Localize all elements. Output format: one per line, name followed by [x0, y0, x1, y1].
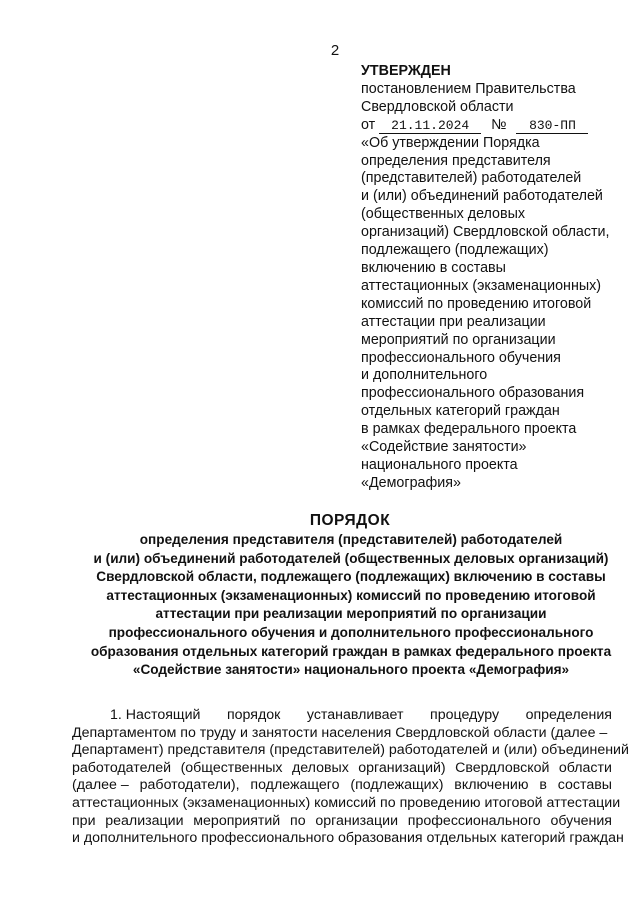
date-prefix: от: [361, 116, 376, 133]
approval-title-line: отдельных категорий граждан: [361, 403, 560, 420]
number-sign: №: [491, 116, 507, 133]
document-title: ПОРЯДОК: [309, 512, 391, 529]
approval-title-line: комиссий по проведению итоговой: [361, 295, 592, 312]
body-word: (подлежащих): [350, 777, 444, 794]
body-word: работодателей: [72, 759, 172, 776]
body-word: в: [539, 777, 547, 794]
body-word: (общественных: [180, 759, 283, 776]
body-word: (далее –: [72, 777, 129, 794]
subtitle-line: аттестации при реализации мероприятий по организации: [155, 606, 547, 622]
body-word: деловых: [291, 759, 349, 776]
approval-title-line: «Об утверждении Порядка: [361, 134, 540, 151]
body-word: организаций): [358, 759, 446, 776]
subtitle-line: «Содействие занятости» национального проекта «Демография»: [132, 662, 570, 678]
subtitle-line: и (или) объединений работодателей (общественных деловых организаций): [93, 550, 609, 566]
body-word: Департаментом по труду и занятости населения Свердловской области (далее –: [72, 724, 608, 741]
body-line: [72, 707, 612, 725]
approval-title-line: национального проекта: [361, 456, 518, 473]
body-word: области: [558, 759, 612, 776]
number-value: 830-ПП: [516, 118, 588, 134]
approval-title-line: организаций) Свердловской области,: [361, 224, 610, 241]
body-word: организации: [315, 812, 399, 829]
body-line: [72, 794, 621, 813]
approval-block: [361, 63, 631, 493]
approval-title-line: (представителей) работодателей: [361, 170, 582, 187]
date-value: 21.11.2024: [379, 118, 481, 134]
subtitle-line: определения представителя (представителей) работодателей: [139, 532, 563, 547]
approval-title-line: и дополнительного: [361, 367, 488, 384]
approval-title-line: определения представителя: [361, 152, 551, 169]
body-word: Департамент) представителя (представителей) работодателей и (или) объединений: [72, 742, 629, 759]
approval-title-line: аттестационных (экзаменационных): [361, 277, 602, 294]
approval-title-line: «Содействие занятости»: [361, 439, 527, 456]
approval-title: [361, 135, 631, 493]
document-body: [72, 707, 629, 848]
body-word: устанавливает: [306, 707, 404, 723]
body-line: [72, 725, 612, 743]
body-word: подлежащего: [250, 777, 340, 794]
body-word: при: [72, 812, 96, 829]
approval-title-line: включению в составы: [361, 259, 506, 276]
body-word: обучения: [550, 812, 612, 829]
page-number: 2: [330, 42, 340, 59]
approval-line-1: постановлением Правительства: [361, 80, 576, 97]
body-word: процедуру: [430, 707, 500, 723]
approval-title-line: профессионального образования: [361, 385, 585, 402]
body-word: Свердловской: [455, 759, 550, 776]
document-subtitle: [62, 531, 640, 680]
body-word: профессионального: [407, 812, 541, 829]
body-word: 1. Настоящий: [110, 707, 201, 723]
approval-title-line: подлежащего (подлежащих): [361, 242, 549, 259]
approval-title-line: профессионального обучения: [361, 349, 561, 366]
subtitle-line: профессионального обучения и дополнительного профессионального: [108, 624, 594, 640]
body-line: [72, 742, 629, 760]
approval-title-line: мероприятий по организации: [361, 331, 556, 348]
approval-heading: УТВЕРЖДЕН: [361, 63, 451, 79]
body-line: [72, 813, 612, 831]
approval-line-2: Свердловской области: [361, 98, 514, 115]
subtitle-line: Свердловской области, подлежащего (подлежащих) включению в составы: [96, 569, 606, 585]
approval-title-line: «Демография»: [361, 474, 461, 491]
body-word: аттестационных (экзаменационных) комиссий по проведению итоговой аттестации: [72, 794, 621, 811]
body-word: включению: [454, 777, 529, 794]
body-word: составы: [557, 777, 612, 794]
body-word: определения: [525, 707, 612, 723]
body-word: и дополнительного профессионального образования отдельных категорий граждан: [72, 830, 624, 847]
body-word: мероприятий: [193, 812, 281, 829]
body-word: реализации: [105, 812, 184, 829]
body-line: [72, 777, 612, 795]
body-word: работодатели),: [139, 777, 240, 794]
subtitle-line: аттестационных (экзаменационных) комиссий по проведению итоговой: [106, 587, 596, 603]
approval-title-line: в рамках федерального проекта: [361, 421, 577, 438]
approval-title-line: и (или) объединений работодателей: [361, 188, 603, 205]
subtitle-line: образования отдельных категорий граждан в рамках федерального проекта: [90, 643, 612, 659]
body-word: порядок: [226, 707, 281, 723]
approval-date-row: [361, 117, 631, 135]
body-line: [72, 830, 624, 848]
body-line: [72, 760, 612, 778]
body-word: по: [290, 812, 306, 829]
approval-title-line: (общественных деловых: [361, 206, 526, 223]
approval-title-line: аттестации при реализации: [361, 313, 546, 330]
